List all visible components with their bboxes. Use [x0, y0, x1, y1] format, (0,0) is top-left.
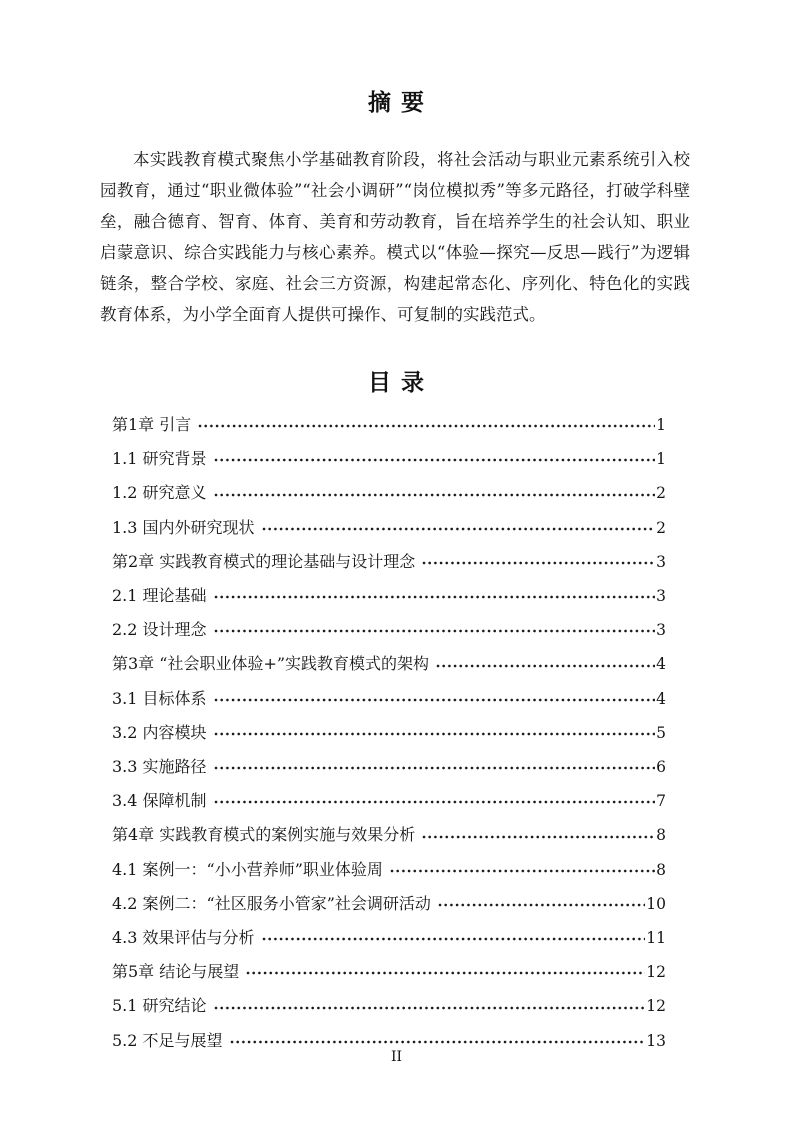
toc-entry-label: 第5章 结论与展望: [112, 962, 240, 982]
toc-entry-section-3[interactable]: [100, 511, 666, 545]
toc-entry-page: 4: [656, 655, 666, 674]
toc-entry-page: 2: [656, 484, 666, 503]
toc-entry-page: 7: [656, 792, 666, 811]
toc-entry-section-17[interactable]: [100, 989, 666, 1023]
toc-entry-label: 1.3 国内外研究现状: [112, 517, 255, 537]
abstract-title: 摘 要: [367, 90, 425, 116]
toc-entry-page: 1: [656, 416, 666, 434]
toc-entry-chapter-16[interactable]: [100, 955, 666, 989]
toc-entry-page: 8: [656, 826, 666, 845]
toc-entry-chapter-0[interactable]: [100, 408, 666, 442]
toc-entry-label: 2.1 理论基础: [112, 586, 207, 606]
toc-entry-page: 12: [646, 997, 666, 1016]
toc-entry-section-6[interactable]: [100, 613, 666, 647]
toc-entry-section-11[interactable]: [100, 784, 666, 818]
toc-entry-page: 3: [656, 587, 666, 606]
toc-entry-page: 10: [646, 894, 666, 913]
toc-dot-leader: [214, 698, 656, 702]
toc-dot-leader: [438, 903, 645, 907]
toc-dot-leader: [214, 629, 656, 633]
toc-entry-label: 3.2 内容模块: [112, 722, 207, 742]
toc-entry-section-13[interactable]: [100, 853, 666, 887]
toc-entry-label: 第1章 引言: [112, 415, 192, 434]
toc-dot-leader: [262, 937, 646, 941]
toc-entry-section-5[interactable]: [100, 579, 666, 613]
toc-entry-label: 4.3 效果评估与分析: [112, 928, 255, 948]
toc-entry-page: 8: [656, 860, 666, 879]
toc-entry-label: 1.2 研究意义: [112, 483, 207, 503]
page-number: II: [390, 1049, 403, 1065]
toc-dot-leader: [214, 1006, 646, 1010]
toc-entry-page: 3: [656, 621, 666, 640]
toc-dot-leader: [214, 732, 656, 736]
toc-entry-page: 5: [656, 723, 666, 742]
toc-dot-leader: [422, 561, 655, 565]
toc-dot-leader: [214, 766, 656, 770]
toc-dot-leader: [230, 1040, 646, 1044]
toc-entry-page: 4: [656, 689, 666, 708]
toc-entry-page: 6: [656, 758, 666, 777]
toc-dot-leader: [262, 527, 656, 531]
toc-entry-label: 第2章 实践教育模式的理论基础与设计理念: [112, 551, 416, 571]
toc-dot-leader: [214, 800, 656, 804]
toc-entry-section-14[interactable]: [100, 887, 666, 921]
toc-entry-chapter-12[interactable]: [100, 818, 666, 852]
toc-entry-page: 13: [646, 1031, 666, 1050]
abstract-paragraph: 本实践教育模式聚焦小学基础教育阶段，将社会活动与职业元素系统引入校园教育，通过“职业微体验”“社会小调研”“岗位模拟秀”等多元路径，打破学科壁垒，融合德育、智育、体育、美育和劳动教育，旨在培养学生的社会认知、职业启蒙意识、综合实践能力与核心素养。模式以“体验—探究—反思—践行”为逻辑链条，整合学校、家庭、社会三方资源，构建起常态化、序列化、特色化的实践教育体系，为小学全面育人提供可操作、可复制的实践范式。: [100, 150, 690, 324]
toc-entry-label: 3.3 实施路径: [112, 757, 207, 777]
toc-entry-chapter-4[interactable]: [100, 545, 666, 579]
toc-entry-label: 3.4 保障机制: [112, 791, 207, 811]
toc-entry-label: 5.2 不足与展望: [112, 1030, 223, 1050]
toc-entry-page: 1: [656, 450, 666, 469]
toc-entry-section-10[interactable]: [100, 750, 666, 784]
toc-entry-page: 12: [646, 963, 666, 982]
toc-entry-label: 3.1 目标体系: [112, 688, 207, 708]
toc-dot-leader: [214, 595, 656, 599]
toc-title: 目 录: [367, 370, 425, 396]
toc-dot-leader: [214, 458, 656, 462]
toc-entry-label: 4.2 案例二：“社区服务小管家”社会调研活动: [112, 893, 431, 913]
toc-dot-leader: [214, 493, 656, 497]
toc-entry-section-8[interactable]: [100, 682, 666, 716]
toc-entry-label: 1.1 研究背景: [112, 449, 207, 469]
toc-entry-page: 11: [646, 929, 666, 948]
toc-dot-leader: [422, 835, 655, 839]
toc-entry-section-9[interactable]: [100, 716, 666, 750]
toc-dot-leader: [198, 424, 655, 428]
toc-entry-label: 第4章 实践教育模式的案例实施与效果分析: [112, 825, 416, 845]
toc-entry-label: 第3章 “社会职业体验+”实践教育模式的架构: [112, 654, 430, 674]
toc-entry-page: 3: [656, 552, 666, 571]
toc-entry-label: 5.1 研究结论: [112, 996, 207, 1016]
toc-dot-leader: [246, 971, 645, 975]
toc-entry-section-2[interactable]: [100, 476, 666, 510]
toc-dot-leader: [436, 664, 655, 668]
toc-entry-label: 4.1 案例一：“小小营养师”职业体验周: [112, 859, 383, 879]
toc-entry-label: 2.2 设计理念: [112, 620, 207, 640]
toc-dot-leader: [390, 869, 655, 873]
toc-list: [100, 408, 666, 1058]
toc-entry-page: 2: [656, 518, 666, 537]
toc-entry-section-15[interactable]: [100, 921, 666, 955]
toc-entry-chapter-7[interactable]: [100, 647, 666, 681]
toc-entry-section-1[interactable]: [100, 442, 666, 476]
